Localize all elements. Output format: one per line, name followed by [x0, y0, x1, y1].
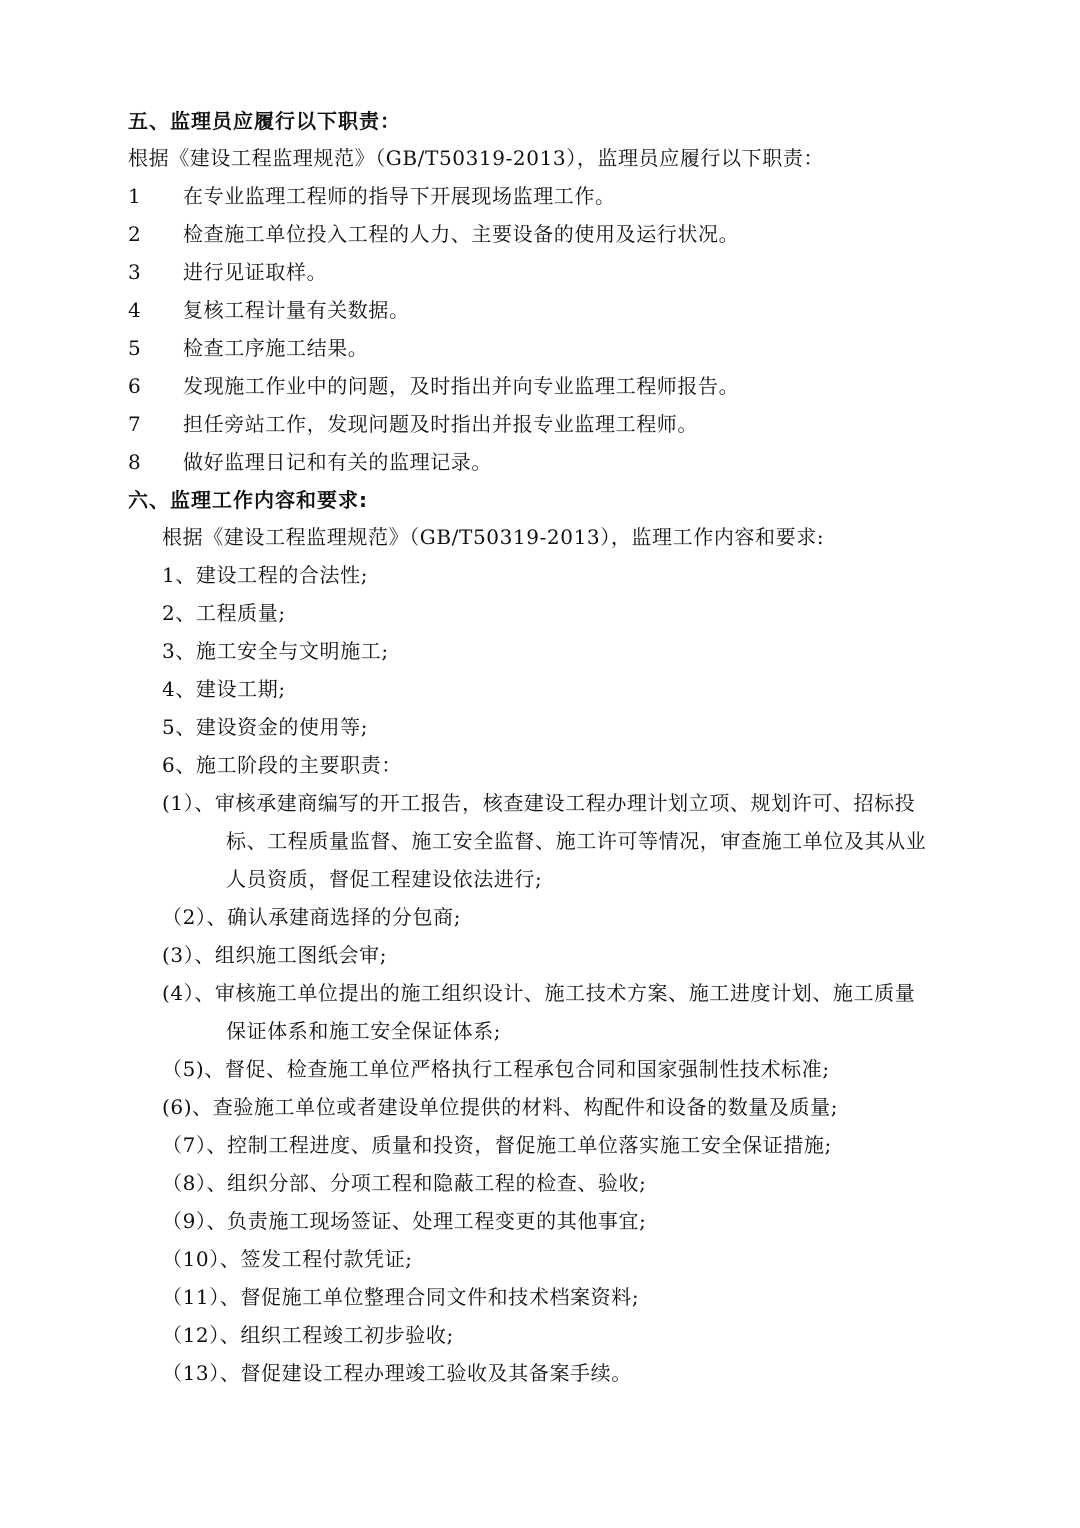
item-text: 检查施工单位投入工程的人力、主要设备的使用及运行状况。: [183, 222, 740, 246]
sub-item-line: （9）、负责施工现场签证、处理工程变更的其他事宜;: [162, 1209, 647, 1233]
item-number: 1: [128, 184, 142, 208]
sub-item-line: （13）、督促建设工程办理竣工验收及其备案手续。: [162, 1361, 632, 1385]
section-6-heading: 六、监理工作内容和要求:: [128, 488, 368, 512]
sub-item-line: 保证体系和施工安全保证体系;: [226, 1019, 502, 1043]
item-text: 进行见证取样。: [183, 260, 328, 284]
item-text: 发现施工作业中的问题，及时指出并向专业监理工程师报告。: [183, 374, 740, 398]
list-item: 2、工程质量;: [162, 601, 286, 625]
item-number: 7: [128, 412, 142, 436]
item-number: 8: [128, 450, 142, 474]
sub-item-line: (1）、审核承建商编写的开工报告，核查建设工程办理计划立项、规划许可、招标投: [162, 791, 916, 815]
item-number: 5: [128, 336, 142, 360]
sub-item-line: 人员资质，督促工程建设依法进行;: [226, 867, 543, 891]
sub-item-line: （7）、控制工程进度、质量和投资，督促施工单位落实施工安全保证措施;: [162, 1133, 832, 1157]
item-number: 6: [128, 374, 142, 398]
sub-item-line: (4）、审核施工单位提出的施工组织设计、施工技术方案、施工进度计划、施工质量: [162, 981, 916, 1005]
sub-item-line: (3）、组织施工图纸会审;: [162, 943, 388, 967]
item-text: 复核工程计量有关数据。: [183, 298, 410, 322]
item-text: 做好监理日记和有关的监理记录。: [183, 450, 492, 474]
sub-item-line: （5)、督促、检查施工单位严格执行工程承包合同和国家强制性技术标准;: [162, 1057, 830, 1081]
sub-item-line: （2）、确认承建商选择的分包商;: [162, 905, 462, 929]
sub-item-line: （8）、组织分部、分项工程和隐蔽工程的检查、验收;: [162, 1171, 647, 1195]
sub-item-line: （12）、组织工程竣工初步验收;: [162, 1323, 454, 1347]
item-text: 担任旁站工作，发现问题及时指出并报专业监理工程师。: [183, 412, 698, 436]
sub-item-line: （10）、签发工程付款凭证;: [162, 1247, 413, 1271]
list-item: 3、施工安全与文明施工;: [162, 639, 389, 663]
sub-item-line: （11）、督促施工单位整理合同文件和技术档案资料;: [162, 1285, 640, 1309]
sub-item-line: 标、工程质量监督、施工安全监督、施工许可等情况，审查施工单位及其从业: [226, 829, 927, 853]
section-5-intro: 根据《建设工程监理规范》（GB/T50319-2013），监理员应履行以下职责：: [128, 146, 825, 170]
item-number: 4: [128, 298, 142, 322]
item-text: 检查工序施工结果。: [183, 336, 369, 360]
item-text: 在专业监理工程师的指导下开展现场监理工作。: [183, 184, 616, 208]
sub-item-line: (6)、查验施工单位或者建设单位提供的材料、构配件和设备的数量及质量;: [162, 1095, 839, 1119]
item-number: 3: [128, 260, 142, 284]
list-item: 4、建设工期;: [162, 677, 286, 701]
section-6-intro: 根据《建设工程监理规范》（GB/T50319-2013），监理工作内容和要求:: [162, 525, 825, 549]
item-number: 2: [128, 222, 142, 246]
list-item: 1、建设工程的合法性;: [162, 563, 369, 587]
section-5-heading: 五、监理员应履行以下职责：: [128, 109, 401, 133]
list-item: 6、施工阶段的主要职责：: [162, 753, 402, 777]
list-item: 5、建设资金的使用等;: [162, 715, 369, 739]
